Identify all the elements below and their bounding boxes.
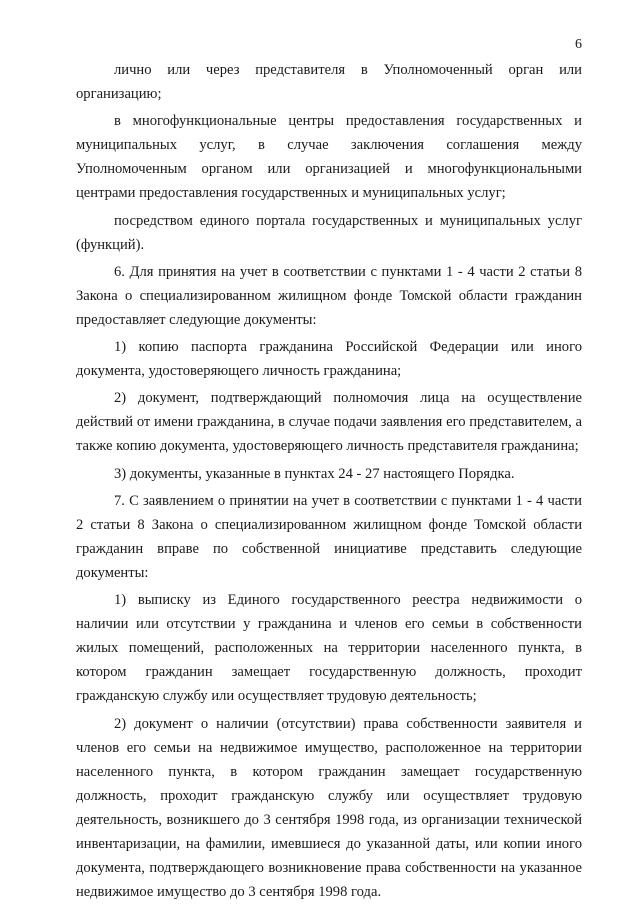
document-body [76, 58, 582, 907]
paragraph-section-7-item-2: 2) документ о наличии (отсутствии) права собственности заявителя и членов его семьи на недвижимое имущество, расположенное на территории населенного пункта, в котором гражданин замещает государственную должность, проходит гражданскую службу или осуществляет трудовую деятельность, возникшего до 3 сентября 1998 года, из организации технической инвентаризации, на фамилии, имевшиеся до указанной даты, или копии иного документа, подтверждающего возникновение права собственности на указанное недвижимое имущество до 3 сентября 1998 года. [76, 715, 582, 900]
paragraph-section-7-item-1: 1) выписку из Единого государственного реестра недвижимости о наличии или отсутствии у гражданина и членов его семьи в собственности жилых помещений, расположенных на территории населенного пункта, в котором гражданин замещает государственную должность, проходит гражданскую службу или осуществляет трудовую деятельность; [76, 592, 582, 705]
page-number: 6 [575, 37, 582, 52]
paragraph-submission-in-person: лично или через представителя в Уполномоченный орган или организацию; [76, 62, 582, 102]
paragraph-section-6-item-2: 2) документ, подтверждающий полномочия лица на осуществление действий от имени гражданина, в случае подачи заявления его представителем, а также копию документа, удостоверяющего личность представителя гражданина; [76, 390, 582, 455]
paragraph-section-6-item-1: 1) копию паспорта гражданина Российской Федерации или иного документа, удостоверяющего личность гражданина; [76, 339, 582, 380]
paragraph-section-6: 6. Для принятия на учет в соответствии с пунктами 1 - 4 части 2 статьи 8 Закона о специализированном жилищном фонде Томской области гражданин предоставляет следующие документы: [76, 263, 582, 328]
paragraph-submission-portal: посредством единого портала государственных и муниципальных услуг (функций). [76, 212, 582, 253]
paragraph-section-7: 7. С заявлением о принятии на учет в соответствии с пунктами 1 - 4 части 2 статьи 8 Закона о специализированном жилищном фонде Томской области гражданин вправе по собственной инициативе представить следующие документы: [76, 493, 582, 582]
paragraph-section-6-item-3: 3) документы, указанные в пунктах 24 - 27 настоящего Порядка. [114, 465, 515, 482]
paragraph-submission-mfc: в многофункциональные центры предоставления государственных и муниципальных услуг, в случае заключения соглашения между Уполномоченным органом или организацией и многофункциональными центрами предоставления государственных и муниципальных услуг; [76, 113, 582, 202]
